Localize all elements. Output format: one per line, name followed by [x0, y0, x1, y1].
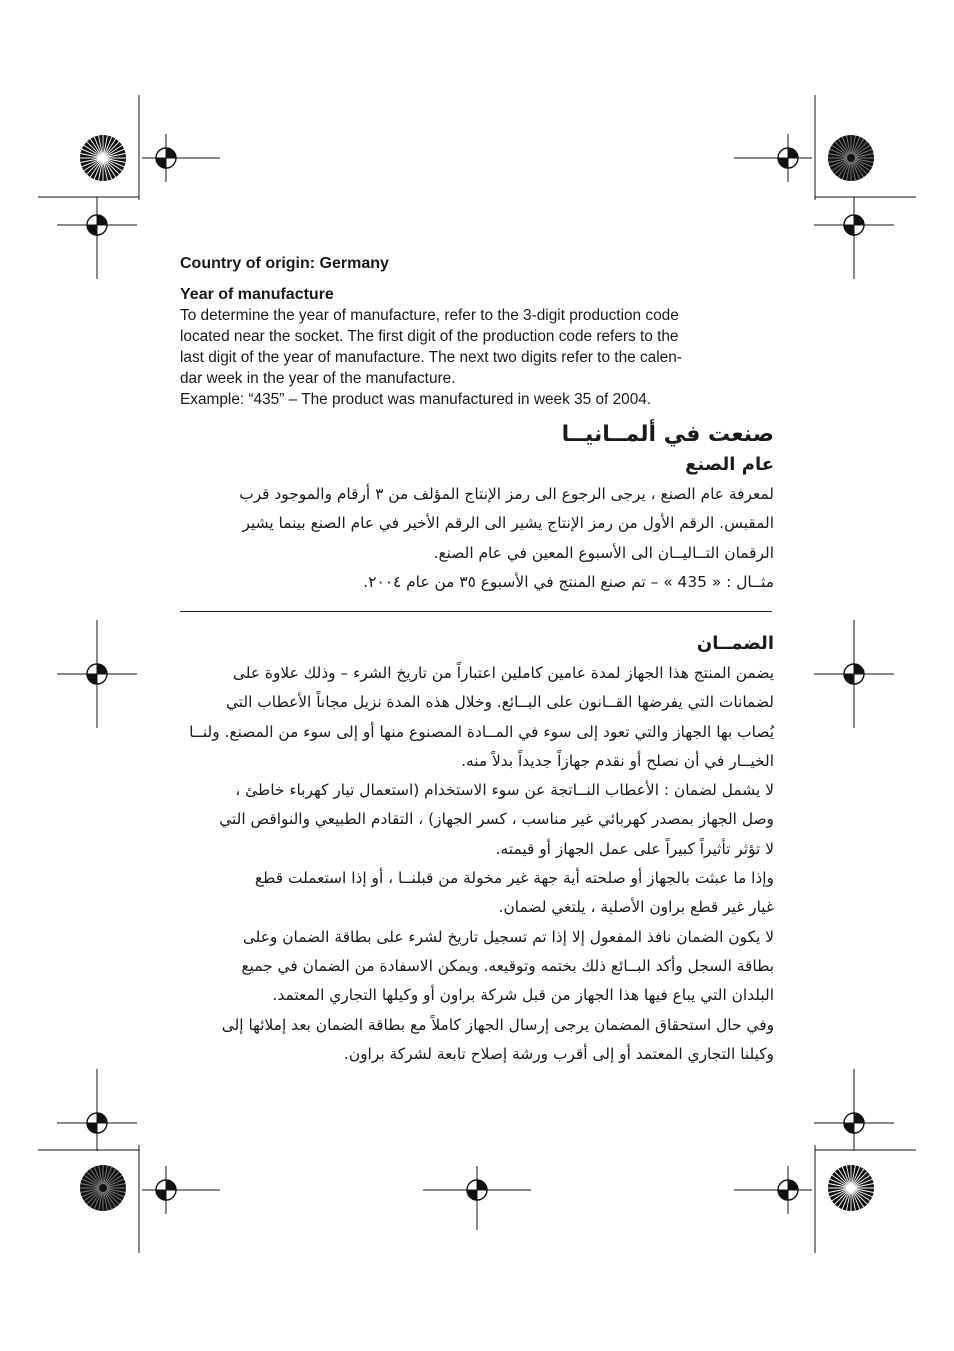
arabic-warranty-line: وإذا ما عبثت بالجهاز أو صلحته أية جهة غير مخولة من قبلنــا ، أو إذا استعملت قطع — [254, 869, 774, 888]
registration-target-icon — [423, 1166, 531, 1230]
example-line: Example: “435” – The product was manufactured in week 35 of 2004. — [180, 391, 652, 408]
arabic-warranty-line: البلدان التي يباع فيها هذا الجهاز من قبل شركة براون أو وكيلها التجاري المعتمد. — [272, 986, 774, 1005]
body-line: dar week in the year of the manufacture. — [180, 370, 456, 387]
registration-target-icon — [142, 1166, 220, 1214]
arabic-warranty-heading: الضمــان — [696, 633, 774, 654]
body-line: To determine the year of manufacture, refer to the 3-digit production code — [180, 307, 679, 324]
registration-target-icon — [57, 1069, 137, 1151]
arabic-warranty-line: وكيلنا التجاري المعتمد أو إلى أقرب ورشة إصلاح تابعة لشركة براون. — [343, 1044, 774, 1063]
arabic-warranty-section — [170, 629, 774, 1069]
arabic-body-line: المقبس. الرقم الأول من رمز الإنتاج يشير الى الرقم الأخير في عام الصنع بينما يشير — [242, 514, 774, 533]
registration-target-icon — [814, 197, 894, 279]
arabic-example-line: مثــال : « 435 » – تم صنع المنتج في الأسبوع ٣٥ من عام ٢٠٠٤. — [363, 572, 774, 591]
section-divider — [180, 611, 772, 612]
body-line: last digit of the year of manufacture. The next two digits refer to the calen- — [180, 349, 682, 366]
arabic-warranty-line: لا يكون الضمان نافذ المفعول إلا إذا تم تسجيل تاريخ لشرء على بطاقة الضمان وعلى — [242, 927, 774, 946]
arabic-country-heading: صنعت في ألمــانيــا — [561, 422, 774, 447]
arabic-warranty-line: لضمانات التي يفرضها القــانون على البــائع. وخلال هذه المدة نزيل مجاناً الأعطاب التي — [225, 693, 774, 712]
registration-target-icon — [814, 620, 894, 728]
starburst-calibration-icon — [828, 1165, 874, 1211]
english-section — [180, 254, 780, 410]
registration-target-icon — [57, 620, 137, 728]
registration-target-icon — [814, 1069, 894, 1151]
registration-target-icon — [57, 197, 137, 279]
arabic-warranty-line: غيار غير قطع براون الأصلية ، يلتغي لضمان. — [498, 898, 774, 917]
registration-target-icon — [734, 1166, 812, 1214]
starburst-calibration-icon — [80, 135, 126, 181]
year-of-manufacture-heading: Year of manufacture — [180, 286, 334, 303]
starburst-calibration-icon — [80, 1165, 126, 1211]
arabic-body-line: لمعرفة عام الصنع ، يرجى الرجوع الى رمز الإنتاج المؤلف من ٣ أرقام والموجود قرب — [239, 485, 774, 503]
country-of-origin-heading: Country of origin: Germany — [180, 255, 389, 272]
arabic-year-heading: عام الصنع — [685, 454, 774, 475]
starburst-calibration-icon — [828, 135, 874, 181]
arabic-warranty-line: بطاقة السجل وأكد البــائع ذلك بختمه وتوقيعه. ويمكن الاسفادة من الضمان في جميع — [241, 956, 774, 975]
arabic-warranty-line: لا تؤثر تأثيراً كبيراً على عمل الجهاز أو قيمته. — [495, 839, 774, 858]
arabic-warranty-line: يضمن المنتج هذا الجهاز لمدة عامين كاملين اعتباراً من تاريخ الشرء – وذلك علاوة على — [232, 664, 774, 682]
arabic-warranty-line: وصل الجهاز بمصدر كهربائي غير مناسب ، كسر الجهاز) ، التقادم الطبيعي والنواقص التي — [219, 810, 774, 829]
arabic-origin-section — [170, 420, 774, 597]
arabic-warranty-line: وفي حال استحقاق المضمان يرجى إرسال الجهاز كاملاً مع بطاقة الضمان بعد إملائها إلى — [221, 1015, 774, 1034]
arabic-body-line: الرقمان التــاليــان الى الأسبوع المعين في عام الصنع. — [433, 543, 774, 562]
body-line: located near the socket. The first digit of the production code refers to the — [180, 328, 679, 345]
registration-target-icon — [734, 134, 812, 182]
registration-target-icon — [142, 134, 220, 182]
arabic-warranty-line: يُصاب بها الجهاز والتي تعود إلى سوء في المــادة المصنوع منها أو إلى سوء من المصنع. ولنــا — [189, 722, 774, 741]
arabic-warranty-line: لا يشمل لضمان : الأعطاب النــاتجة عن سوء الاستخدام (استعمال تيار كهرباء خاطئ ، — [235, 781, 774, 800]
arabic-warranty-line: الخيــار في أن نصلح أو نقدم جهازاً جديداً بدلاً منه. — [461, 751, 774, 770]
